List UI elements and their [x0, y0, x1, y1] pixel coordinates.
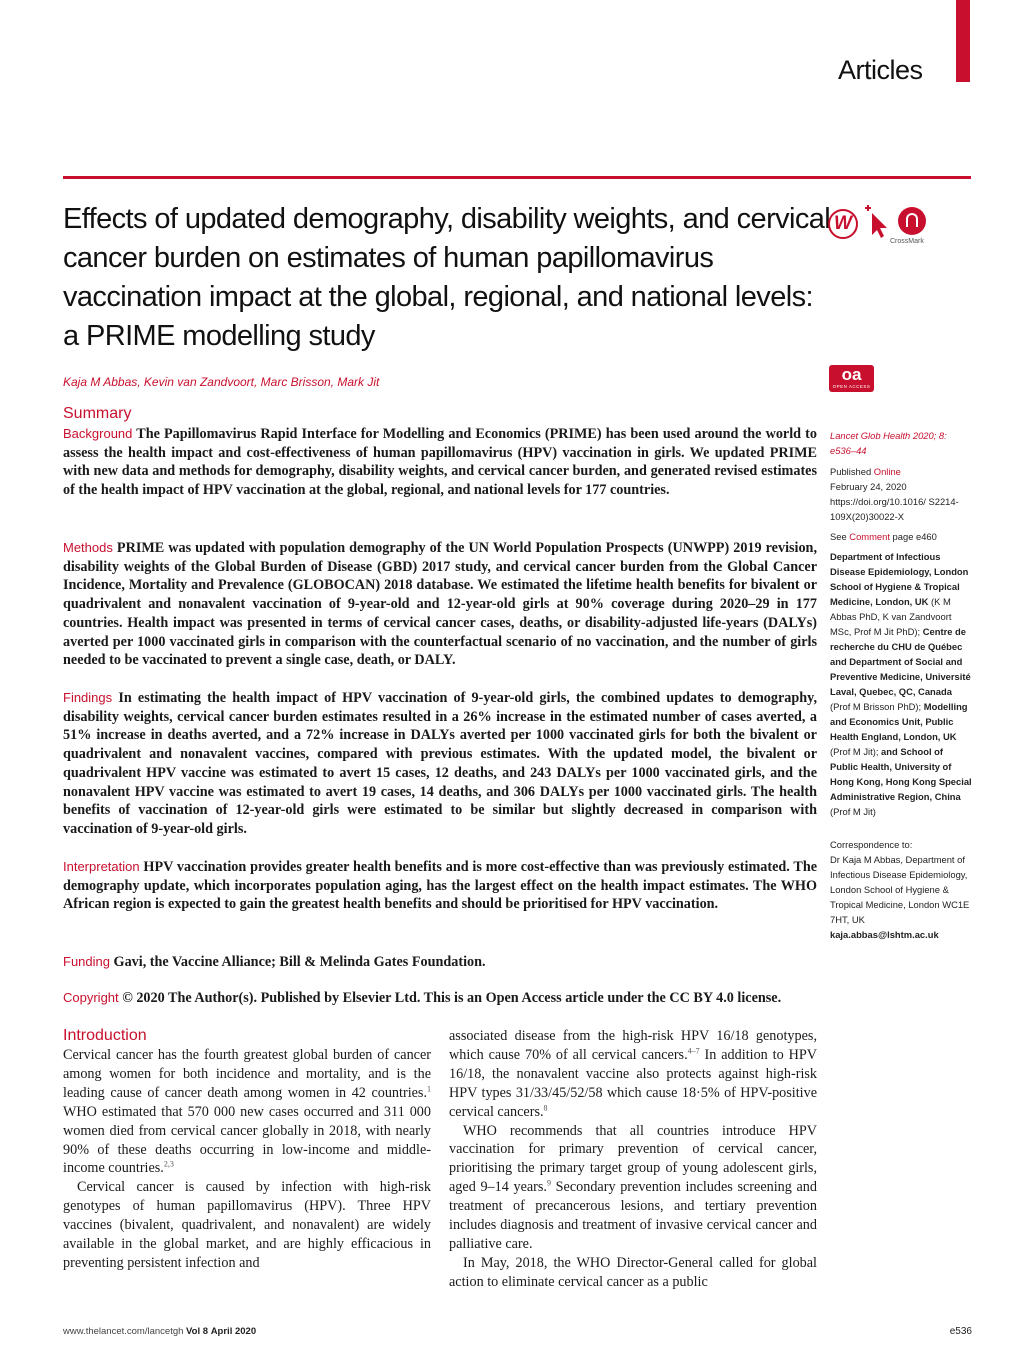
funding-text: Gavi, the Vaccine Alliance; Bill & Melinda Gates Foundation. [113, 954, 486, 970]
published-date: February 24, 2020 [830, 481, 907, 492]
methods-label: Methods [63, 540, 113, 555]
background-label: Background [63, 426, 133, 441]
correspondence-text: Dr Kaja M Abbas, Department of Infectious Disease Epidemiology, London School of Hygiene & Tropical Medicine, London WC1E 7HT, UK [830, 854, 970, 925]
crossmark-icon[interactable] [898, 207, 926, 235]
intro-column-left [63, 1046, 431, 1273]
affiliation-3-names: (Prof M Jit); [830, 746, 879, 757]
see-prefix: See [830, 531, 847, 542]
published-prefix: Published [830, 466, 872, 477]
affiliation-1: Department of Infectious Disease Epidemiology, London School of Hygiene & Tropical Medicine, London, UK [830, 551, 969, 607]
abstract-background [63, 425, 817, 500]
intro-paragraph: WHO recommends that all countries introduce HPV vaccination for primary prevention of cervical cancer, prioritising the primary target group of young adolescent girls, aged 9–14 years.$^9$ Secondary prevention includes screening and treatment of precancerous lesions, and tertiary prevention includes diagnosis and treatment of invasive cervical cancer and palliative care. [449, 1122, 817, 1252]
affiliation-2-names: (Prof M Brisson PhD); [830, 701, 922, 712]
intro-paragraph: associated disease from the high-risk HPV 16/18 genotypes, which cause 70% of all cervical cancers.$^{4-7}$ In addition to HPV 16/18, the nonavalent vaccine also protects against high-risk HPV types 31/33/45/52/58 which cause 18·5% of HPV-positive cervical cancers.$^8$ [449, 1028, 818, 1120]
article-title: Effects of updated demography, disability weights, and cervical cancer burden on estimates of human papillomavirus vaccination impact at the global, regional, and national levels: a PRIME modelling study [63, 203, 831, 352]
oa-badge-main: oa [841, 365, 862, 384]
footer-date: April 2020 [210, 1326, 257, 1337]
affiliation-3: Modelling and Economics Unit, Public Health England, London, UK [830, 701, 968, 742]
w-badge-icon[interactable]: W [828, 209, 858, 239]
intro-column-right [449, 1027, 817, 1292]
introduction-heading: Introduction [63, 1027, 147, 1044]
interpretation-text: HPV vaccination provides greater health benefits and is more cost-effective than was previously estimated. The demography update, which incorporates population aging, has the largest effect on the health impact estimates. The WHO African region is expected to gain the greatest health benefits and should be prioritised for HPV vaccination. [63, 859, 818, 913]
affiliations [830, 549, 972, 819]
article-icons [828, 205, 968, 249]
comment-link[interactable]: Comment [849, 531, 890, 542]
copyright-label: Copyright [63, 990, 119, 1005]
abstract-findings [63, 689, 817, 839]
see-suffix: page e460 [892, 531, 937, 542]
footer-url[interactable]: www.thelancet.com/lancetgh [63, 1326, 184, 1337]
doi-link[interactable]: https://doi.org/10.1016/ S2214-109X(20)30022-X [830, 496, 959, 522]
findings-label: Findings [63, 690, 113, 705]
open-access-badge [829, 365, 874, 392]
correspondence-email[interactable]: kaja.abbas@lshtm.ac.uk [830, 929, 939, 940]
correspondence-label: Correspondence to: [830, 839, 913, 850]
affiliation-4-names: (Prof M Jit) [830, 806, 876, 817]
intro-paragraph: Cervical cancer is caused by infection with high-risk genotypes of human papillomavirus (HPV). Three HPV vaccines (bivalent, quadrivalent, and nonavalent) are widely available in the global market, and are highly efficacious in preventing persistent infection and [63, 1179, 431, 1271]
oa-badge-sub: OPEN ACCESS [832, 384, 871, 389]
author-list: Kaja M Abbas, Kevin van Zandvoort, Marc Brisson, Mark Jit [63, 375, 380, 389]
affiliation-4: and School of Public Health, University of Hong Kong, Hong Kong Special Administrative Region, China [830, 746, 972, 802]
intro-paragraph: In May, 2018, the WHO Director-General called for global action to eliminate cervical cancer as a public [449, 1254, 817, 1290]
citation-block [830, 428, 972, 458]
citation: Lancet Glob Health 2020; 8: e536–44 [830, 430, 947, 456]
abstract-funding [63, 953, 817, 972]
header-accent-bar [956, 0, 970, 82]
cursor-icon [864, 205, 890, 239]
background-text: The Papillomavirus Rapid Interface for Modelling and Economics (PRIME) has been used around the world to assess the health impact and cost-effectiveness of human papillomavirus (HPV) vaccination in girls. We updated PRIME with new data and methods for demography, disability weights, and cervical cancer burden, and generated revised estimates of the health impact of HPV vaccination at the global, regional, and national levels for 177 countries. [63, 426, 817, 499]
footer-journal [63, 1326, 256, 1337]
abstract-methods [63, 539, 817, 670]
footer-page-number: e536 [949, 1326, 972, 1337]
affiliation-2: Centre de recherche du CHU de Québec and Department of Social and Preventive Medicine, Université Laval, Quebec, QC, Canada [830, 626, 971, 697]
section-label: Articles [838, 55, 923, 85]
abstract-copyright [63, 989, 817, 1008]
funding-label: Funding [63, 954, 110, 969]
interpretation-label: Interpretation [63, 859, 140, 874]
copyright-text: © 2020 The Author(s). Published by Elsevier Ltd. This is an Open Access article under the CC BY 4.0 license. [122, 990, 782, 1006]
footer-volume: Vol 8 [186, 1326, 209, 1337]
abstract-interpretation [63, 858, 817, 914]
header-rule [63, 176, 971, 179]
publication-block [830, 464, 972, 524]
methods-text: PRIME was updated with population demography of the UN World Population Prospects (UNWPP) 2019 revision, disability weights of the Global Burden of Disease (GBD) 2017 study, and cervical cancer burden from the Global Cancer Incidence, Mortality and Prevalence (GLOBOCAN) 2018 database. We estimated the lifetime health benefits for bivalent or quadrivalent and nonavalent vaccination of 9-year-old and 12-year-old girls at 90% coverage during 2020–29 in 177 countries. Health impact was presented in terms of cervical cancer cases, deaths, or disability-adjusted life-years (DALYs) averted per 1000 vaccinated girls in comparison with the counterfactual scenario of no vaccination, and the number of girls needed to be vaccinated to prevent a single case, death, or DALY. [63, 540, 817, 669]
crossmark-label: CrossMark [890, 238, 924, 245]
intro-paragraph: Cervical cancer has the fourth greatest global burden of cancer among women for both incidence and mortality, and is the leading cause of cancer death among women in 42 countries.$^1$ WHO estimated that 570 000 new cases occurred and 311 000 women died from cervical cancer globally in 2018, with nearly 90% of these deaths occurring in low-income and middle-income countries.$^{2,3}$ [63, 1047, 431, 1177]
affiliation-1-names: (K M Abbas PhD, K van Zandvoort MSc, Prof M Jit PhD); [830, 596, 952, 637]
published-online-link[interactable]: Online [873, 466, 901, 477]
see-comment [830, 529, 972, 544]
correspondence [830, 837, 972, 942]
summary-heading: Summary [63, 405, 132, 422]
findings-text: In estimating the health impact of HPV vaccination of 9-year-old girls, the combined updates to demography, disability weights, cervical cancer burden estimates resulted in a 26% increase in the estimated number of cases averted, a 51% increase in deaths averted, and a 72% increase in DALYs averted per 1000 vaccinated girls for both the bivalent or quadrivalent and nonavalent vaccines, compared with previous estimates. With the updated model, the bivalent or quadrivalent HPV vaccine was estimated to avert 15 cases, 12 deaths, and 243 DALYs per 1000 vaccinated girls, and the nonavalent HPV vaccine was estimated to avert 19 cases, 14 deaths, and 306 DALYs per 1000 vaccinated girls. The health benefits of vaccination of 12-year-old girls were estimated to be similar but slightly decreased in comparison with vaccination of 9-year-old girls. [63, 690, 817, 837]
